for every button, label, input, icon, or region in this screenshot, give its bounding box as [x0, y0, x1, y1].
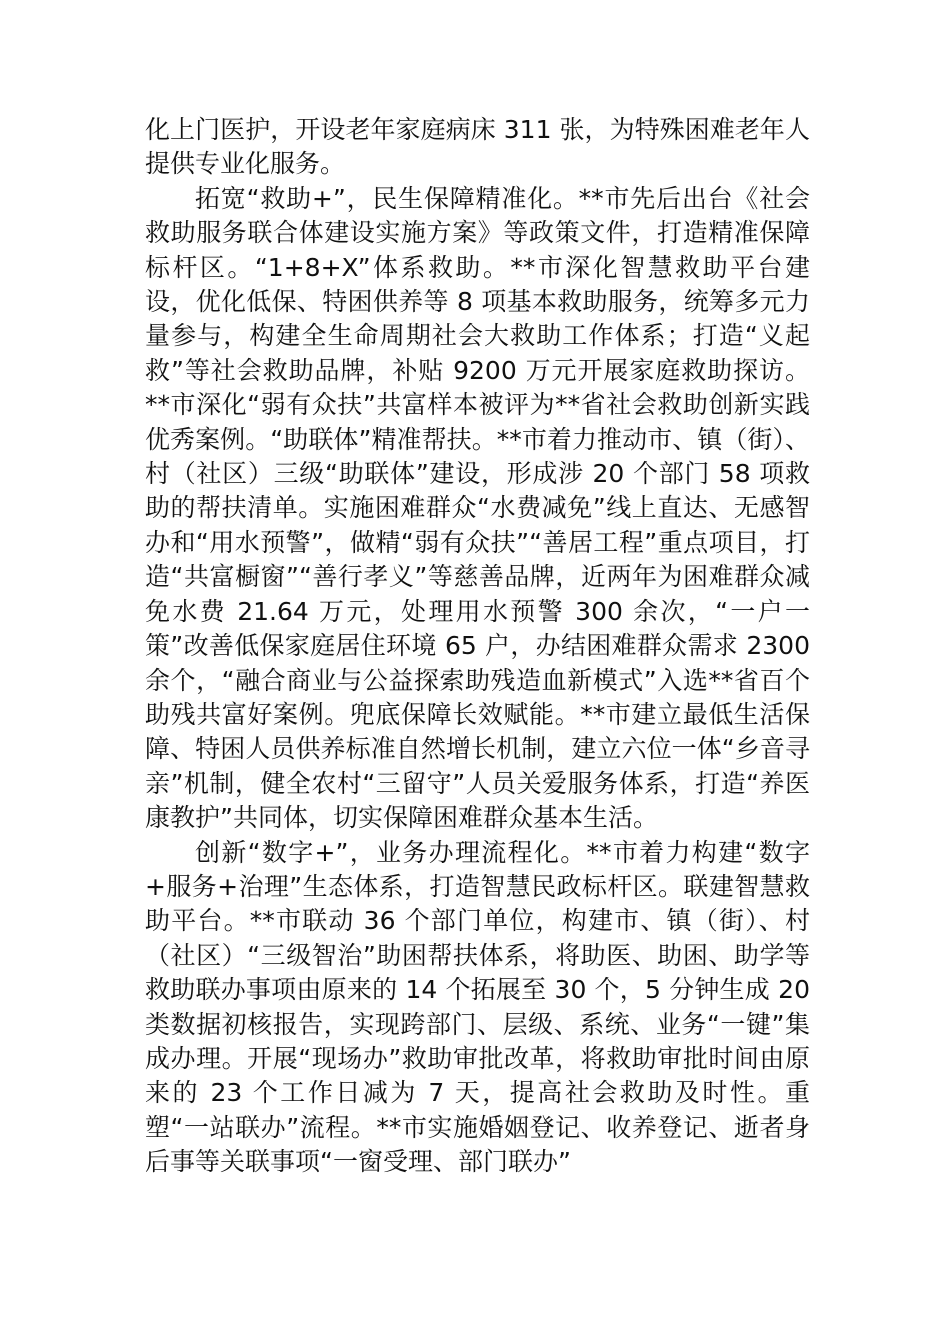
document-page [145, 113, 810, 1180]
paragraph-3: 创新“数字+”，业务办理流程化。**市着力构建“数字+服务+治理”生态体系，打造智慧民政标杆区。联建智慧救助平台。**市联动 36 个部门单位，构建市、镇（街）、村（社区）“三级智治”助困帮扶体系，将助医、助困、助学等救助联办事项由原来的 14 个拓展至 30 个，5 分钟生成 20 类数据初核报告，实现跨部门、层级、系统、业务“一键”集成办理。开展“现场办”救助审批改革，将救助审批时间由原来的 23 个工作日减为 7 天，提高社会救助及时性。重塑“一站联办”流程。**市实施婚姻登记、收养登记、逝者身后事等关联事项“一窗受理、部门联办” [145, 837, 810, 1177]
paragraph-2: 拓宽“救助+”，民生保障精准化。**市先后出台《社会救助服务联合体建设实施方案》等政策文件，打造精准保障标杆区。“1+8+X”体系救助。**市深化智慧救助平台建设，优化低保、特困供养等 8 项基本救助服务，统筹多元力量参与，构建全生命周期社会大救助工作体系；打造“义起救”等社会救助品牌，补贴 9200 万元开展家庭救助探访。**市深化“弱有众扶”共富样本被评为**省社会救助创新实践优秀案例。“助联体”精准帮扶。**市着力推动市、镇（街）、村（社区）三级“助联体”建设，形成涉 20 个部门 58 项救助的帮扶清单。实施困难群众“水费减免”线上直达、无感智办和“用水预警”，做精“弱有众扶”“善居工程”重点项目，打造“共富橱窗”“善行孝义”等慈善品牌，近两年为困难群众减免水费 21.64 万元，处理用水预警 300 余次，“一户一策”改善低保家庭居住环境 65 户，办结困难群众需求 2300 余个，“融合商业与公益探索助残造血新模式”入选**省百个助残共富好案例。兜底保障长效赋能。**市建立最低生活保障、特困人员供养标准自然增长机制，建立六位一体“乡音寻亲”机制，健全农村“三留守”人员关爱服务体系，打造“养医康教护”共同体，切实保障困难群众基本生活。 [145, 183, 810, 833]
paragraph-1: 化上门医护，开设老年家庭病床 311 张，为特殊困难老年人提供专业化服务。 [145, 115, 810, 179]
